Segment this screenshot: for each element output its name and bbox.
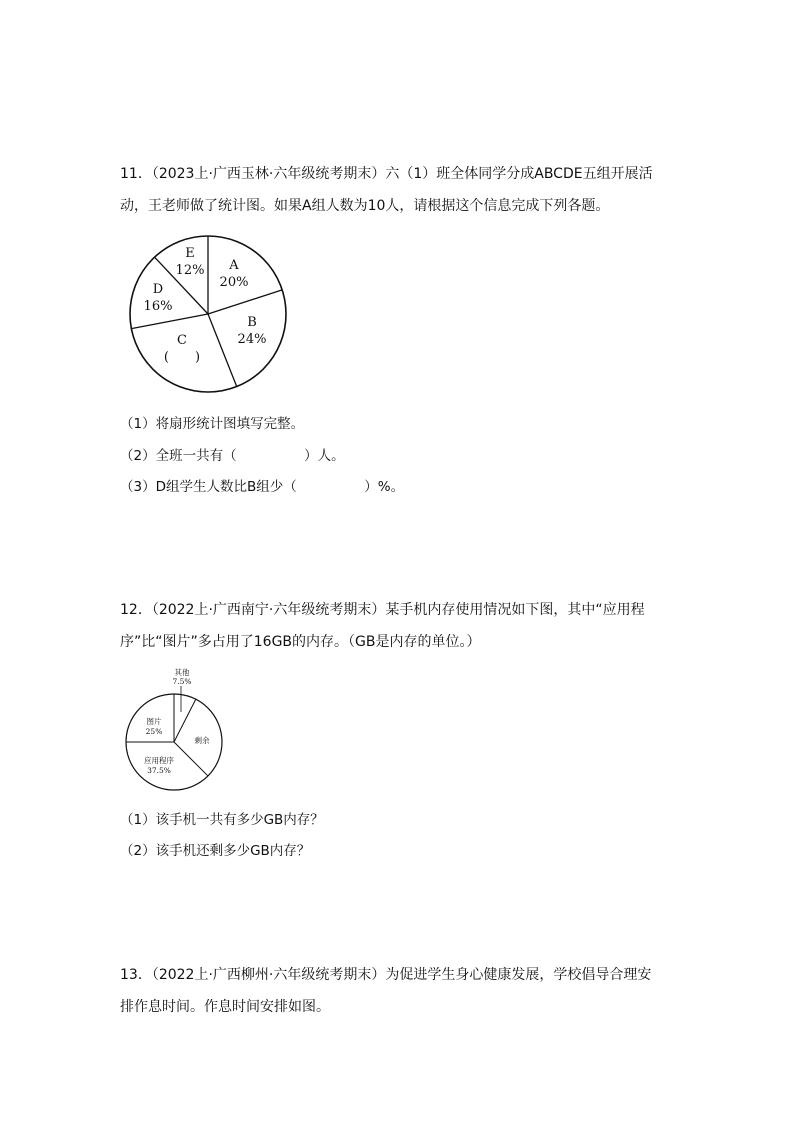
q12-pie-chart [120, 664, 228, 794]
q12-slice-pictures-value: 25% [145, 727, 163, 736]
q11-slice-b-label: B [247, 315, 257, 330]
q11-pie-chart [128, 234, 288, 394]
q12-slice-apps-value: 37.5% [147, 766, 171, 775]
q13-stem-line-1: 13．（2022上·广西柳州·六年级统考期末）为促进学生身心健康发展，学校倡导合理安 [120, 967, 652, 983]
q12-slice-pictures-label: 图片 [146, 717, 162, 726]
q11-slice-b-value: 24% [237, 332, 267, 347]
q12-slice-apps-label: 应用程序 [144, 756, 174, 765]
q11-slice-c-value: ( ) [163, 350, 201, 365]
q11-subquestion-2: （2）全班一共有（ ）人。 [120, 448, 345, 464]
q11-slice-e-value: 12% [175, 263, 205, 278]
q11-slice-e-label: E [185, 246, 195, 261]
q12-subquestion-1: （1）该手机一共有多少GB内存？ [120, 812, 324, 828]
q11-stem-line-1: 11．（2023上·广西玉林·六年级统考期末）六（1）班全体同学分成ABCDE五组开展活 [120, 166, 653, 182]
q11-slice-d-label: D [152, 282, 164, 297]
q12-stem-line-2: 序”比“图片”多占用了16GB的内存。（GB是内存的单位。） [120, 634, 481, 650]
q11-slice-c-label: C [177, 333, 187, 348]
q13-stem-line-2: 排作息时间。作息时间安排如图。 [120, 999, 330, 1015]
q12-subquestion-2: （2）该手机还剩多少GB内存？ [120, 843, 311, 859]
q12-slice-other-label: 其他 [174, 668, 190, 677]
q12-stem-line-1: 12．（2022上·广西南宁·六年级统考期末）某手机内存使用情况如下图，其中“应用程 [120, 602, 645, 618]
q11-slice-a-value: 20% [219, 275, 249, 290]
q11-subquestion-3: （3）D组学生人数比B组少（ ）%。 [120, 479, 405, 495]
q12-slice-remaining-label: 剩余 [194, 736, 210, 745]
q11-slice-a-label: A [229, 258, 239, 273]
q11-slice-d-value: 16% [143, 299, 173, 314]
q12-slice-other-value: 7.5% [172, 677, 192, 686]
q11-stem-line-2: 动，王老师做了统计图。如果A组人数为10人，请根据这个信息完成下列各题。 [120, 198, 610, 214]
q11-subquestion-1: （1）将扇形统计图填写完整。 [120, 416, 305, 432]
